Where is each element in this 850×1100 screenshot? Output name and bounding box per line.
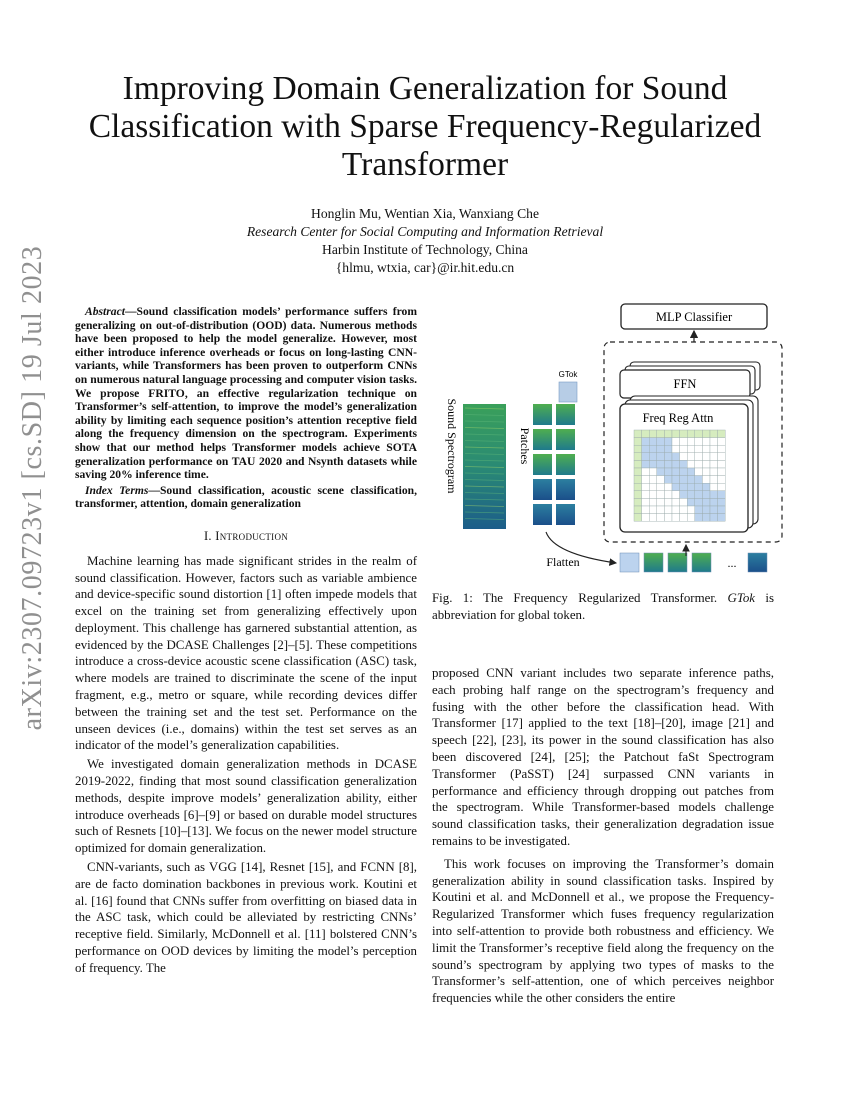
attention-cell [710, 430, 718, 438]
attention-cell [702, 483, 710, 491]
attention-mask-grid [634, 430, 725, 521]
attention-cell [642, 483, 650, 491]
author-block [0, 205, 850, 277]
figure-caption [432, 590, 774, 624]
affiliation-center: Research Center for Social Computing and Information Retrieval [246, 224, 604, 239]
attention-cell [680, 453, 688, 461]
attention-cell [634, 506, 642, 514]
attention-cell [680, 483, 688, 491]
attention-cell [642, 468, 650, 476]
gtok-patch [559, 382, 577, 402]
attention-cell [657, 483, 665, 491]
attention-cell [664, 438, 672, 446]
attention-cell [718, 476, 726, 484]
attention-cell [664, 491, 672, 499]
attention-cell [702, 468, 710, 476]
caption-prefix: Fig. 1: The Frequency Regularized Transformer. [432, 591, 728, 605]
section-title: Introduction [215, 528, 289, 543]
attention-cell [649, 506, 657, 514]
attention-cell [680, 430, 688, 438]
attention-cell [664, 430, 672, 438]
attention-cell [642, 491, 650, 499]
attention-cell [672, 476, 680, 484]
section-numeral: I. [203, 528, 212, 543]
attention-cell [657, 468, 665, 476]
right-column [432, 665, 774, 1007]
index-terms [75, 484, 417, 511]
patch [556, 429, 575, 450]
attention-cell [687, 476, 695, 484]
patch [533, 479, 552, 500]
caption-term: GTok [727, 591, 755, 605]
attention-cell [687, 468, 695, 476]
figure-transformer-diagram [428, 296, 788, 576]
attention-cell [695, 491, 703, 499]
attention-cell [672, 491, 680, 499]
attention-cell [657, 438, 665, 446]
attention-cell [672, 483, 680, 491]
attention-cell [649, 430, 657, 438]
attention-cell [702, 438, 710, 446]
attention-cell [657, 445, 665, 453]
sequence-token [644, 553, 663, 572]
attention-cell [695, 438, 703, 446]
attention-cell [664, 445, 672, 453]
spectrogram-label: Sound Spectrogram [445, 398, 459, 494]
attention-cell [634, 438, 642, 446]
attention-cell [695, 476, 703, 484]
attention-cell [649, 476, 657, 484]
flatten-label: Flatten [546, 555, 580, 569]
attention-cell [687, 438, 695, 446]
attention-cell [718, 498, 726, 506]
attention-cell [657, 476, 665, 484]
attention-cell [710, 453, 718, 461]
attention-cell [680, 476, 688, 484]
attention-cell [710, 491, 718, 499]
attention-cell [634, 483, 642, 491]
sequence-token [692, 553, 711, 572]
attention-cell [710, 468, 718, 476]
paper-title: Improving Domain Generalization for Sound Classification with Sparse Frequency-Regularized Transformer [88, 70, 762, 183]
attention-cell [695, 460, 703, 468]
attention-cell [657, 460, 665, 468]
attention-cell [702, 506, 710, 514]
attention-cell [680, 506, 688, 514]
attention-cell [695, 514, 703, 522]
gtok-label: GTok [558, 370, 578, 379]
attention-cell [710, 445, 718, 453]
attention-cell [664, 468, 672, 476]
attention-cell [680, 438, 688, 446]
author-email: {hlmu, wtxia, car}@ir.hit.edu.cn [335, 260, 515, 275]
attention-cell [649, 453, 657, 461]
attention-cell [642, 445, 650, 453]
patch [556, 404, 575, 425]
sequence-token [668, 553, 687, 572]
attention-cell [718, 491, 726, 499]
attention-cell [695, 445, 703, 453]
attention-cell [657, 514, 665, 522]
patch [533, 504, 552, 525]
attention-cell [718, 460, 726, 468]
attention-cell [710, 506, 718, 514]
attention-cell [634, 468, 642, 476]
attention-cell [634, 445, 642, 453]
patch [556, 504, 575, 525]
attention-cell [702, 453, 710, 461]
paragraph: proposed CNN variant includes two separate inference paths, each probing half range on the spectrogram’s frequency and fusing with the other before the classification head. With Transformer [17] applied to the text [18]–[20], image [21] and speech [22], [23], its power in the sound classification has also been discovered [24], [25]; the Patchout faSt Spectrogram Transformer (PaSST) [24] surpassed CNN variants in performance and efficiency through dropping out patches from the spectrogram. While Transformer-based models challenge sound classification tasks, their generalization degradation issue remains to be investigated. [432, 666, 774, 848]
attention-cell [634, 453, 642, 461]
sequence-token [620, 553, 639, 572]
attention-cell [695, 468, 703, 476]
attention-cell [664, 460, 672, 468]
mlp-classifier-label: MLP Classifier [655, 310, 733, 324]
attention-cell [649, 460, 657, 468]
ellipsis-label: ... [727, 556, 737, 570]
attention-cell [702, 460, 710, 468]
attention-cell [702, 514, 710, 522]
attention-cell [672, 506, 680, 514]
attention-cell [680, 460, 688, 468]
attention-cell [680, 498, 688, 506]
paragraph: We investigated domain generalization methods in DCASE 2019-2022, finding that most sound classification generalization methods, despite improve models’ generalization ability, either introduce overheads [6]–[9] or based on durable model structures such of Resnets [10]–[13]. We focus on the newer model structure optimized for domain generalization. [75, 757, 417, 856]
attention-cell [680, 491, 688, 499]
attention-cell [657, 430, 665, 438]
attention-cell [634, 491, 642, 499]
attention-cell [649, 445, 657, 453]
attention-cell [687, 498, 695, 506]
attention-cell [687, 506, 695, 514]
attention-cell [649, 498, 657, 506]
attention-cell [657, 506, 665, 514]
attention-cell [687, 491, 695, 499]
attention-cell [718, 438, 726, 446]
attention-cell [672, 445, 680, 453]
attention-cell [642, 453, 650, 461]
attention-cell [710, 476, 718, 484]
attention-cell [657, 453, 665, 461]
sequence-token [748, 553, 767, 572]
attention-cell [687, 445, 695, 453]
attention-cell [702, 430, 710, 438]
section-heading-introduction [75, 528, 417, 545]
attention-cell [718, 453, 726, 461]
attention-cell [649, 491, 657, 499]
attention-cell [649, 483, 657, 491]
attention-cell [687, 514, 695, 522]
caption-suffix: is abbreviation for global token. [432, 591, 774, 622]
attention-cell [642, 498, 650, 506]
patch [533, 429, 552, 450]
affiliation-institute: Harbin Institute of Technology, China [322, 242, 528, 257]
paragraph: CNN-variants, such as VGG [14], Resnet [15], and FCNN [8], are de facto domination backbones in previous work. Koutini et al. [16] found that CNNs suffer from overfitting on biased data in the ASC task, which could be alleviated by restricting CNNs’ receptive field. Similarly, McDonnell et al. [11] bolstered CNN’s performance on OOD devices by limiting the model’s perception of frequency. The [75, 860, 417, 975]
attn-label: Freq Reg Attn [642, 411, 714, 425]
patches-label: Patches [518, 427, 532, 465]
attention-cell [695, 483, 703, 491]
attention-cell [642, 460, 650, 468]
attention-cell [702, 491, 710, 499]
attention-cell [680, 445, 688, 453]
attention-cell [642, 514, 650, 522]
attention-cell [664, 453, 672, 461]
attention-cell [718, 468, 726, 476]
attention-cell [687, 453, 695, 461]
attention-cell [710, 498, 718, 506]
arxiv-identifier: arXiv:2307.09723v1 [cs.SD] 19 Jul 2023 [17, 245, 48, 730]
left-column [75, 305, 417, 977]
attention-cell [649, 514, 657, 522]
attention-cell [718, 483, 726, 491]
abstract [75, 305, 417, 482]
attention-cell [702, 498, 710, 506]
patch [556, 454, 575, 475]
attention-cell [634, 476, 642, 484]
attention-cell [657, 491, 665, 499]
attention-cell [710, 483, 718, 491]
attention-cell [687, 483, 695, 491]
attention-cell [695, 453, 703, 461]
attention-cell [642, 438, 650, 446]
attention-cell [642, 430, 650, 438]
attention-cell [702, 476, 710, 484]
patch-grid [533, 404, 575, 525]
index-terms-label: Index Terms [85, 483, 149, 497]
patch [556, 479, 575, 500]
attention-cell [634, 460, 642, 468]
attention-cell [634, 498, 642, 506]
attention-cell [718, 445, 726, 453]
attention-cell [672, 460, 680, 468]
attention-cell [718, 506, 726, 514]
flattened-sequence [620, 553, 767, 572]
attention-cell [672, 468, 680, 476]
attention-cell [687, 430, 695, 438]
attention-cell [634, 430, 642, 438]
attention-cell [642, 476, 650, 484]
attention-cell [642, 506, 650, 514]
attention-cell [672, 514, 680, 522]
patch [533, 454, 552, 475]
attention-cell [664, 476, 672, 484]
attention-cell [718, 514, 726, 522]
author-names: Honglin Mu, Wentian Xia, Wanxiang Che [311, 206, 539, 221]
attention-cell [649, 468, 657, 476]
attention-cell [687, 460, 695, 468]
attention-cell [695, 498, 703, 506]
attention-cell [657, 498, 665, 506]
attention-cell [680, 468, 688, 476]
paragraph: Machine learning has made significant strides in the realm of sound classification. However, factors such as variable ambience and device-specific sound distortion [1] often impede models that excel on the training set from generalizing effectively upon deployment. This challenge has garnered substantial attention, as evidenced by the DCASE Challenges [2]–[5]. These competitions introduce a cross-device acoustic scene classification (ASC) task, where models are trained to discriminate the scene of the input fragment, e.g., metro or square, while recording devices differ between the training set and the test set. Performance on the unseen devices (i.e., domains) within the test set serves as an indicator of the model’s generalization capabilities. [75, 553, 417, 753]
arxiv-sidebar [13, 245, 53, 730]
attention-cell [634, 514, 642, 522]
attention-cell [672, 430, 680, 438]
attention-cell [664, 498, 672, 506]
patch [533, 404, 552, 425]
index-terms-text: —Sound classification, acoustic scene classification, transformer, attention, domain generalization [75, 483, 417, 511]
attention-cell [695, 506, 703, 514]
attention-cell [710, 460, 718, 468]
attention-cell [664, 506, 672, 514]
attention-cell [695, 430, 703, 438]
attention-cell [680, 514, 688, 522]
attention-cell [710, 514, 718, 522]
attention-cell [649, 438, 657, 446]
attention-cell [664, 514, 672, 522]
abstract-text: —Sound classification models’ performance suffers from generalizing on out-of-distribution (OOD) data. Numerous methods have been proposed to help the model generalize. However, most either introduce inference overheads or focus on long-lasting CNN-variants, while Transformers has been proven to outperform CNNs on numerous natural language processing and computer vision tasks. We propose FRITO, an effective regularization technique on Transformer’s self-attention, to improve the model’s generalization ability by limiting each sequence position’s attention receptive field along the frequency dimension on the spectrogram. Experiments show that our method helps Transformer models achieve SOTA generalization performance on TAU 2020 and Nsynth datasets while saving 20% inference time. [75, 305, 417, 482]
paragraph: This work focuses on improving the Transformer’s domain generalization ability in sound classification tasks. Inspired by Koutini et al. and McDonnell et al., we propose the Frequency-Regularized Transformer which fuses frequency regularization into self-attention to provide both robustness and efficiency. We limit the Transformer’s receptive field along the frequency on the sound’s spectrogram by applying two types of masks to the Transformer’s self-attention, one of which perceives neighbor frequencies while the other considers the entire [432, 856, 774, 1006]
abstract-label: Abstract [85, 305, 125, 318]
attention-cell [664, 483, 672, 491]
attention-cell [718, 430, 726, 438]
attention-cell [710, 438, 718, 446]
attention-cell [672, 438, 680, 446]
ffn-label: FFN [673, 377, 697, 391]
attention-cell [672, 453, 680, 461]
attention-cell [702, 445, 710, 453]
attention-cell [672, 498, 680, 506]
